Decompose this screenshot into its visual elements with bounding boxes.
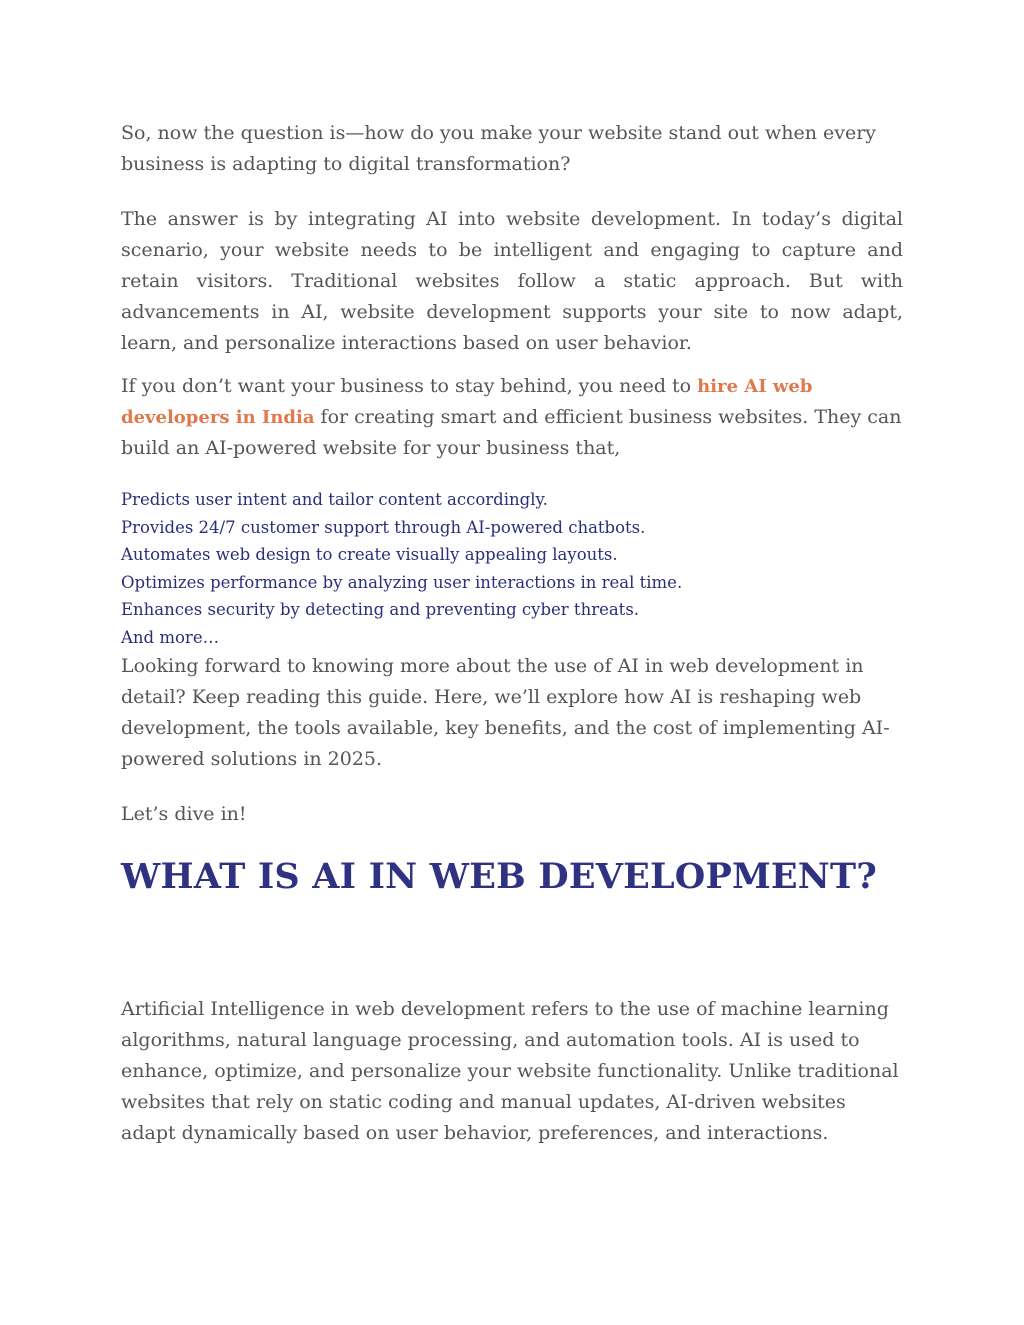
section-heading: WHAT IS AI IN WEB DEVELOPMENT?: [121, 856, 877, 897]
document-page: [121, 118, 903, 1149]
hire-text-before: If you don’t want your business to stay behind, you need to: [121, 375, 698, 397]
hire-ai-developers-link[interactable]: hire AI web developers in India: [121, 376, 813, 428]
hire-text-after: for creating smart and efficient business websites. They can build an AI-powered website for your business that,: [121, 406, 902, 459]
hire-paragraph: [121, 371, 903, 464]
list-item: Automates web design to create visually appealing layouts.: [121, 545, 618, 564]
list-item: Provides 24/7 customer support through AI-powered chatbots.: [121, 517, 646, 537]
list-item: Predicts user intent and tailor content accordingly.: [121, 490, 548, 509]
list-item: Enhances security by detecting and preventing cyber threats.: [121, 600, 640, 619]
benefits-list: [121, 486, 903, 651]
section-body-paragraph: Artificial Intelligence in web development refers to the use of machine learning algorithms, natural language processing, and automation tools. AI is used to enhance, optimize, and personalize your website functionality. Unlike traditional websites that rely on static coding and manual updates, AI-driven websites adapt dynamically based on user behavior, preferences, and interactions.: [121, 998, 899, 1144]
intro-answer-paragraph: The answer is by integrating AI into website development. In today’s digital scenario, your website needs to be intelligent and engaging to capture and retain visitors. Traditional websites follow a static approach. But with advancements in AI, website development supports your site to now adapt, learn, and personalize interactions based on user behavior.: [121, 208, 903, 354]
list-item: And more…: [121, 627, 220, 647]
intro-question-paragraph: So, now the question is—how do you make your website stand out when every business is adapting to digital transformation?: [121, 122, 877, 175]
guide-paragraph: Looking forward to knowing more about the use of AI in web development in detail? Keep reading this guide. Here, we’ll explore how AI is reshaping web development, the tools available, key benefits, and the cost of implementing AI-powered solutions in 2025.: [121, 655, 890, 770]
list-item: Optimizes performance by analyzing user interactions in real time.: [121, 572, 683, 592]
dive-in-paragraph: Let’s dive in!: [121, 803, 247, 825]
